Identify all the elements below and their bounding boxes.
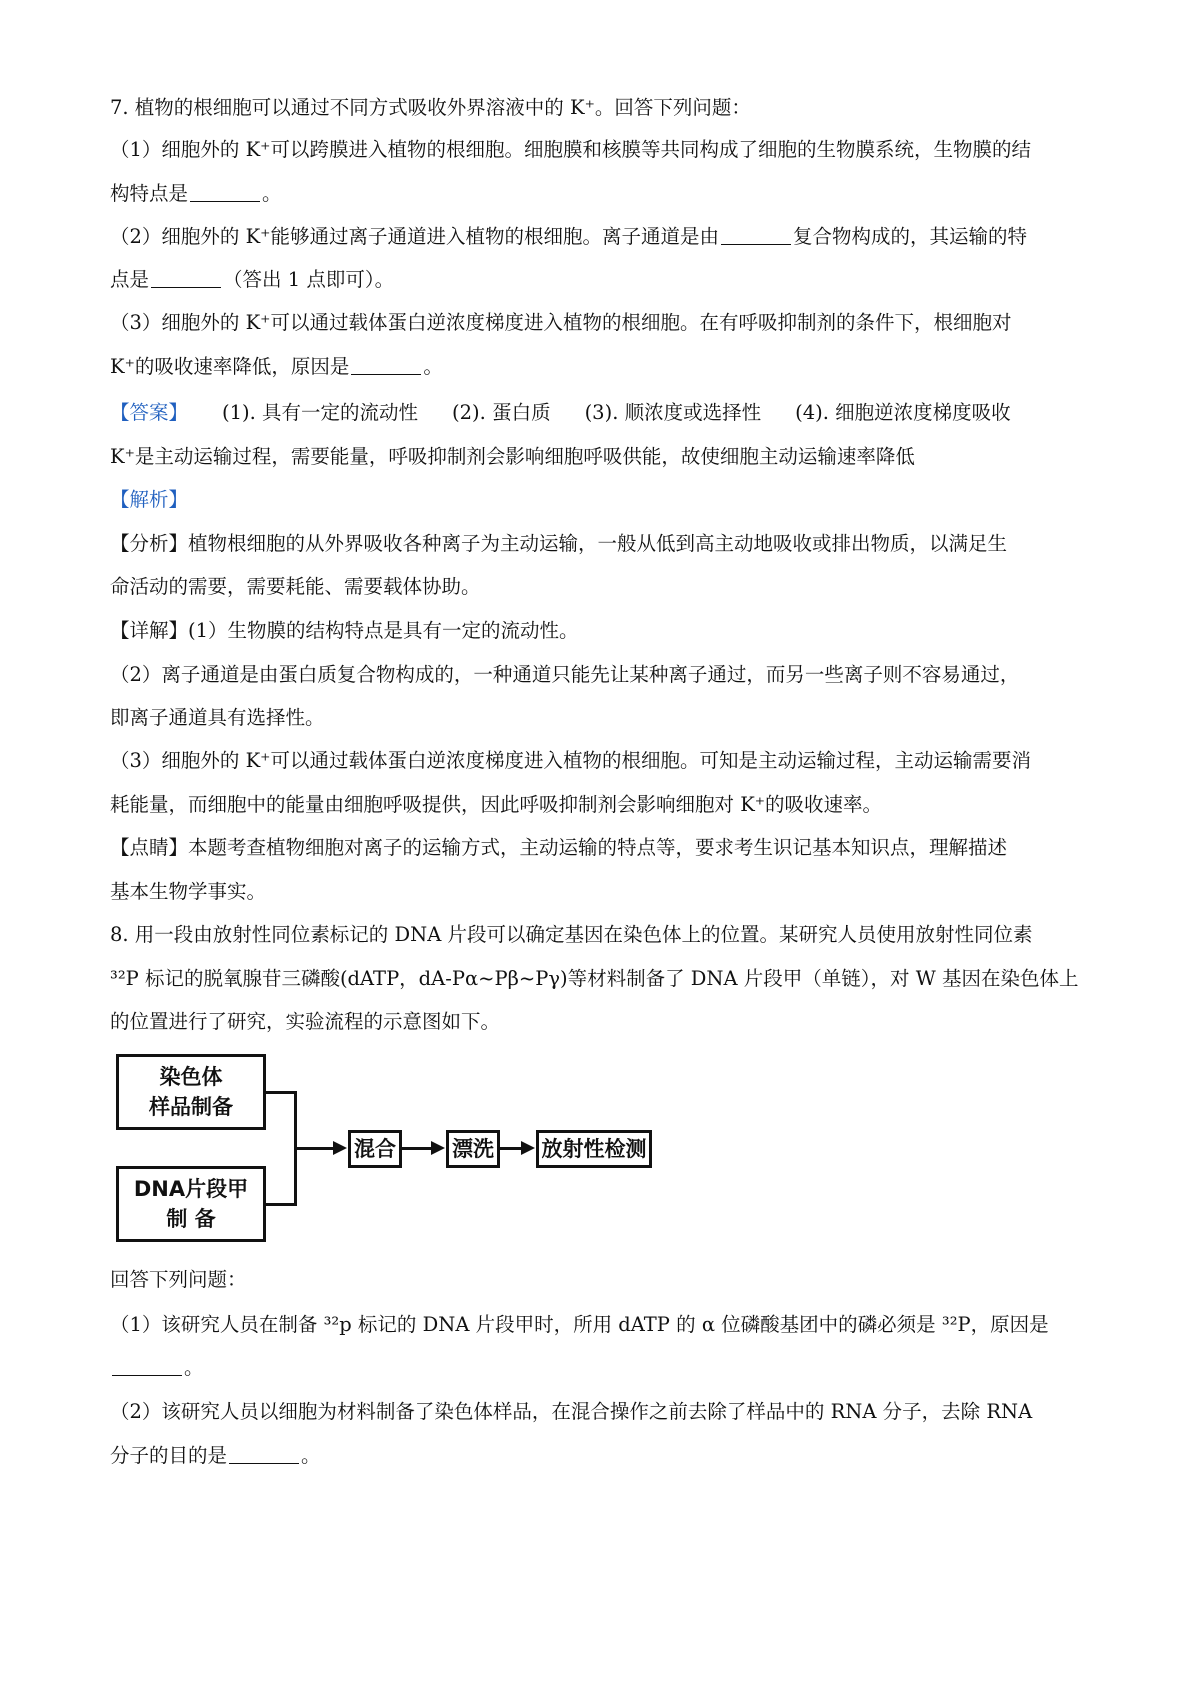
answer-blank xyxy=(229,1445,299,1464)
q7-part1-line2 xyxy=(110,170,1100,217)
xiangjie-part3-line1: （3）细胞外的 K⁺可以通过载体蛋白逆浓度梯度进入植物的根细胞。可知是主动运输过程，主动运输需要消 xyxy=(110,749,1031,772)
box-mix xyxy=(348,1130,402,1168)
analysis-label: 【解析】 xyxy=(110,488,189,511)
box-label: 放射性检测 xyxy=(541,1137,647,1161)
box-chromosome-sample xyxy=(116,1054,266,1130)
text: 。 xyxy=(262,182,282,205)
arrow-shaft xyxy=(294,1147,334,1150)
answer-3: (3). 顺浓度或选择性 xyxy=(584,401,762,424)
box-dna-fragment xyxy=(116,1166,266,1242)
dianjing-line1: 【点睛】本题考查植物细胞对离子的运输方式，主动运输的特点等，要求考生识记基本知识点，理解描述 xyxy=(110,836,1008,859)
answer-label: 【答案】 xyxy=(110,401,189,424)
q8-stem-line3: 的位置进行了研究，实验流程的示意图如下。 xyxy=(110,1010,501,1033)
box-label: DNA片段甲 xyxy=(133,1177,249,1201)
arrow-head xyxy=(521,1141,535,1155)
text: 。 xyxy=(423,355,443,378)
text: 。 xyxy=(301,1444,321,1467)
answer-blank xyxy=(721,226,791,245)
box-label: 混合 xyxy=(354,1137,396,1161)
q7-part2-line1 xyxy=(110,213,1100,260)
box-detect xyxy=(536,1130,652,1168)
answer-blank xyxy=(151,269,221,288)
text: 复合物构成的，其运输的特 xyxy=(792,225,1027,248)
arrow-head xyxy=(431,1141,445,1155)
text: 构特点是 xyxy=(110,182,189,205)
box-label: 染色体 xyxy=(159,1065,223,1089)
answer-4: (4). 细胞逆浓度梯度吸收 xyxy=(795,401,1011,424)
q7-answer-line1 xyxy=(110,389,1100,436)
text: 分子的目的是 xyxy=(110,1444,228,1467)
text: 点是 xyxy=(110,268,150,291)
q7-part3-line1: （3）细胞外的 K⁺可以通过载体蛋白逆浓度梯度进入植物的根细胞。在有呼吸抑制剂的条件下，根细胞对 xyxy=(110,311,1012,334)
q7-part3-line2 xyxy=(110,343,1100,390)
text: （答出 1 点即可）。 xyxy=(223,268,395,291)
arrow-head xyxy=(333,1141,347,1155)
answer-1: (1). 具有一定的流动性 xyxy=(222,401,419,424)
q8-part2-line2 xyxy=(110,1432,1100,1479)
q7-answer-line2: K⁺是主动运输过程，需要能量，呼吸抑制剂会影响细胞呼吸供能，故使细胞主动运输速率降低 xyxy=(110,445,915,468)
q8-prompt: 回答下列问题： xyxy=(110,1268,247,1291)
arrow-shaft xyxy=(500,1147,522,1150)
connector-line xyxy=(266,1091,296,1094)
fenxi-line1: 【分析】植物根细胞的从外界吸收各种离子为主动运输，一般从低到高主动地吸收或排出物质，以满足生 xyxy=(110,532,1008,555)
text: （2）细胞外的 K⁺能够通过离子通道进入植物的根细胞。离子通道是由 xyxy=(110,225,719,248)
answer-2: (2). 蛋白质 xyxy=(452,401,551,424)
answer-blank xyxy=(112,1357,182,1376)
text: 。 xyxy=(184,1356,204,1379)
q8-stem-line1: 8. 用一段由放射性同位素标记的 DNA 片段可以确定基因在染色体上的位置。某研究人员使用放射性同位素 xyxy=(110,923,1033,946)
q7-stem: 7. 植物的根细胞可以通过不同方式吸收外界溶液中的 K⁺。回答下列问题： xyxy=(110,96,751,119)
q7-part2-line2 xyxy=(110,256,1100,303)
xiangjie-part3-line2: 耗能量，而细胞中的能量由细胞呼吸提供，因此呼吸抑制剂会影响细胞对 K⁺的吸收速率。 xyxy=(110,793,883,816)
box-label: 样品制备 xyxy=(149,1095,233,1119)
connector-line xyxy=(266,1203,296,1206)
xiangjie-part2-line2: 即离子通道具有选择性。 xyxy=(110,706,325,729)
text: K⁺的吸收速率降低，原因是 xyxy=(110,355,350,378)
q8-part2-line1: （2）该研究人员以细胞为材料制备了染色体样品，在混合操作之前去除了样品中的 RNA 分子，去除 RNA xyxy=(110,1400,1033,1423)
box-rinse xyxy=(446,1130,500,1168)
q7-part1-line1: （1）细胞外的 K⁺可以跨膜进入植物的根细胞。细胞膜和核膜等共同构成了细胞的生物膜系统，生物膜的结 xyxy=(110,138,1031,161)
box-label: 制 备 xyxy=(166,1207,216,1231)
xiangjie-part2-line1: （2）离子通道是由蛋白质复合物构成的，一种通道只能先让某种离子通过，而另一些离子则不容易通过， xyxy=(110,663,1020,686)
xiangjie-line1: 【详解】(1）生物膜的结构特点是具有一定的流动性。 xyxy=(110,619,579,642)
q8-part1-line2 xyxy=(110,1344,1100,1391)
q8-part1-line1: （1）该研究人员在制备 ³²p 标记的 DNA 片段甲时，所用 dATP 的 α 位磷酸基团中的磷必须是 ³²P，原因是 xyxy=(110,1313,1049,1336)
answer-blank xyxy=(190,183,260,202)
box-label: 漂洗 xyxy=(452,1137,494,1161)
fenxi-line2: 命活动的需要，需要耗能、需要载体协助。 xyxy=(110,575,481,598)
arrow-shaft xyxy=(402,1147,432,1150)
answer-blank xyxy=(351,356,421,375)
q8-stem-line2: ³²P 标记的脱氧腺苷三磷酸(dATP，dA-Pα~Pβ~Pγ)等材料制备了 DNA 片段甲（单链），对 W 基因在染色体上 xyxy=(110,967,1079,990)
dianjing-line2: 基本生物学事实。 xyxy=(110,880,267,903)
